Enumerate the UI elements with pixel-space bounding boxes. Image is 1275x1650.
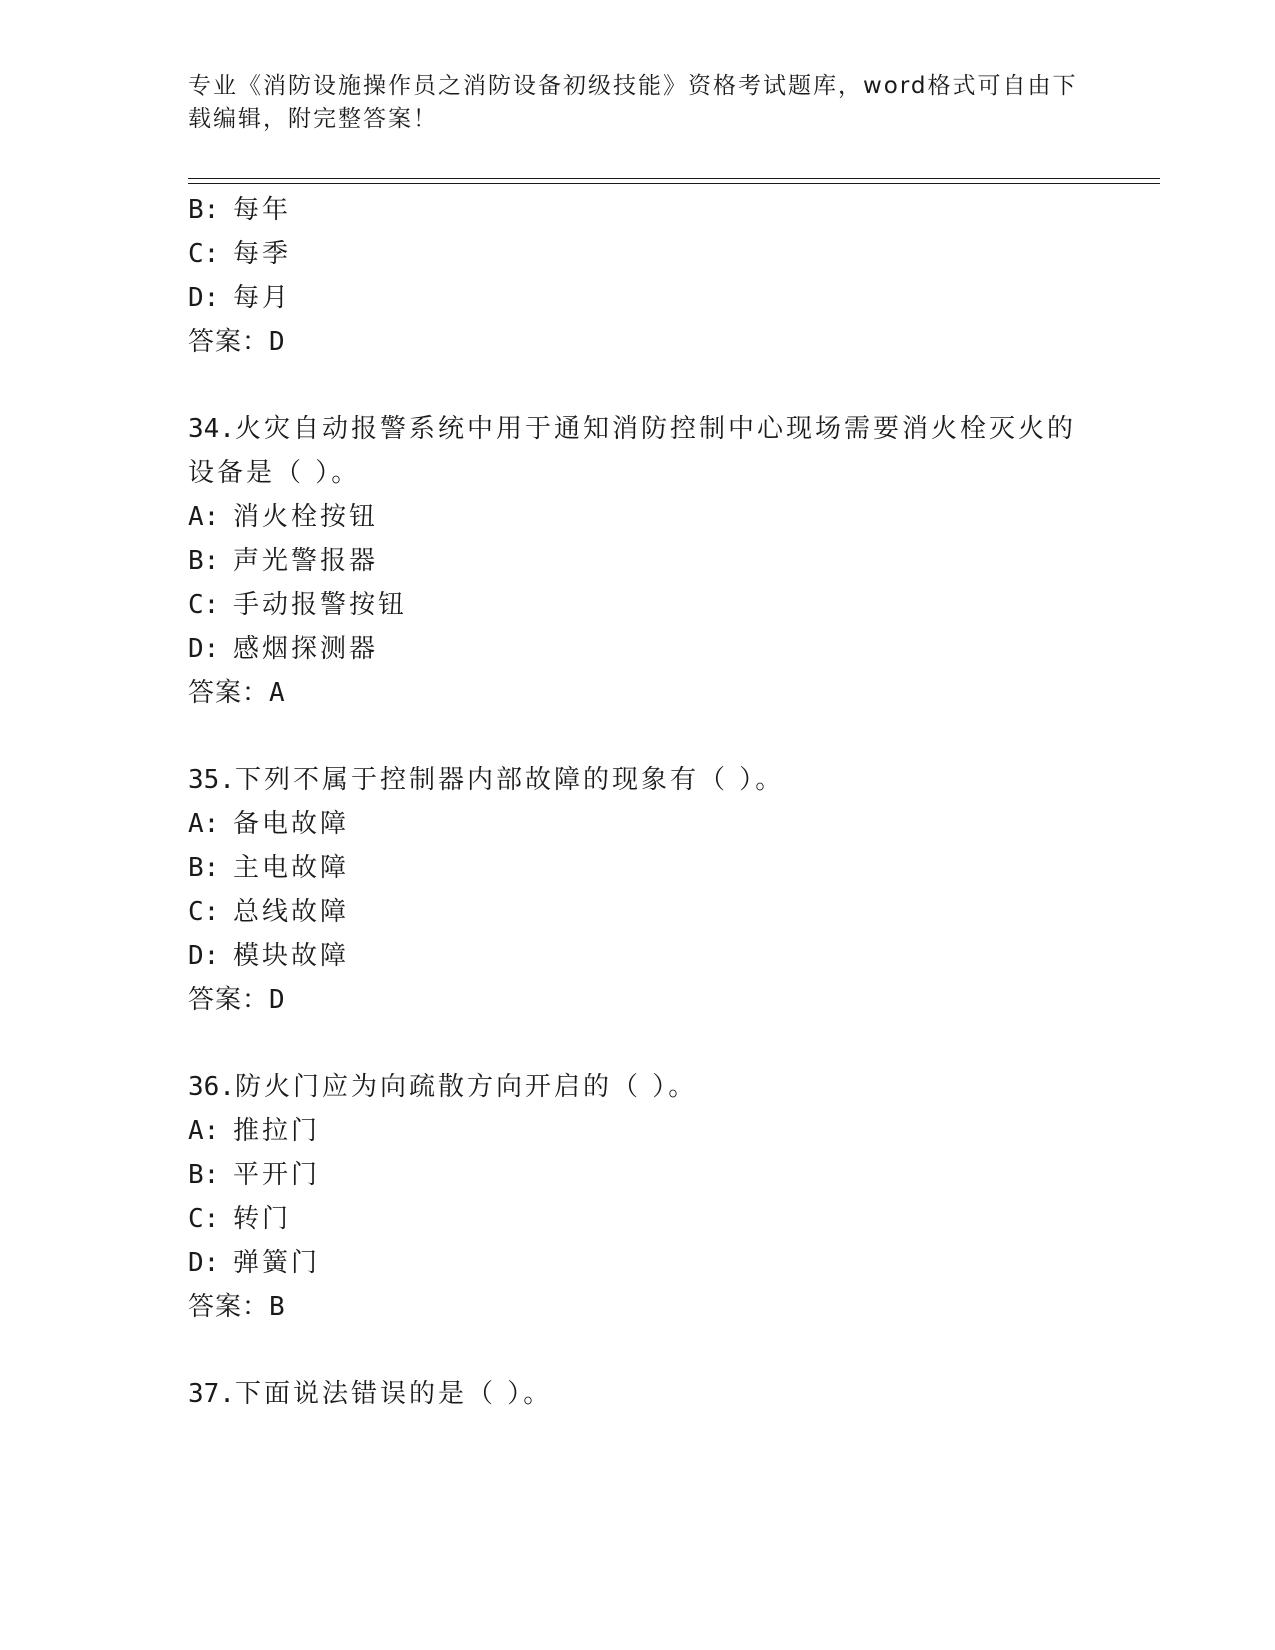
option-b	[188, 544, 378, 578]
option-d	[188, 1246, 320, 1280]
answer-line	[188, 325, 286, 359]
question-number: 35.	[188, 765, 235, 795]
option-key: C:	[188, 1204, 220, 1234]
option-text: 声光警报器	[233, 546, 379, 576]
option-c	[188, 1202, 291, 1236]
option-b	[188, 851, 349, 885]
answer-label: 答案：	[188, 1292, 270, 1322]
document-header	[188, 70, 1088, 136]
question-36	[188, 1070, 697, 1104]
option-key: D:	[188, 1248, 220, 1278]
option-key: B:	[188, 853, 220, 883]
option-key: C:	[188, 897, 220, 927]
option-text: 每月	[233, 283, 292, 313]
option-key: C:	[188, 590, 220, 620]
header-line-2: 载编辑，附完整答案！	[188, 106, 438, 132]
answer-line	[188, 1290, 286, 1324]
option-key: C:	[188, 239, 220, 269]
question-text: 下面说法错误的是（ ）。	[234, 1379, 553, 1409]
option-key: D:	[188, 634, 220, 664]
option-b	[188, 193, 291, 227]
option-b	[188, 1158, 320, 1192]
question-number: 36.	[188, 1072, 235, 1102]
option-text: 推拉门	[233, 1116, 321, 1146]
header-line-1: 专业《消防设施操作员之消防设备初级技能》资格考试题库，word格式可自由下	[188, 73, 1078, 99]
question-number: 37.	[188, 1379, 235, 1409]
option-key: A:	[188, 1116, 220, 1146]
answer-value: B	[269, 1292, 286, 1322]
option-a	[188, 1114, 320, 1148]
option-c	[188, 895, 349, 929]
header-divider-top	[188, 178, 1160, 179]
question-34-continued	[188, 456, 360, 490]
answer-value: D	[269, 327, 286, 357]
option-a	[188, 500, 378, 534]
option-d	[188, 632, 378, 666]
option-text: 转门	[233, 1204, 292, 1234]
option-c	[188, 588, 407, 622]
answer-value: A	[269, 678, 286, 708]
option-text: 模块故障	[233, 941, 350, 971]
option-d	[188, 939, 349, 973]
answer-value: D	[269, 985, 286, 1015]
option-text: 每季	[233, 239, 292, 269]
option-key: B:	[188, 1160, 220, 1190]
answer-label: 答案：	[188, 678, 270, 708]
option-c	[188, 237, 291, 271]
answer-line	[188, 983, 286, 1017]
question-37	[188, 1377, 552, 1411]
question-35	[188, 763, 784, 797]
option-text: 消火栓按钮	[233, 502, 379, 532]
option-key: D:	[188, 283, 220, 313]
option-text: 每年	[233, 195, 292, 225]
option-d	[188, 281, 291, 315]
option-text: 主电故障	[233, 853, 350, 883]
question-number: 34.	[188, 414, 235, 444]
option-text: 弹簧门	[233, 1248, 321, 1278]
option-text: 备电故障	[233, 809, 350, 839]
question-text: 下列不属于控制器内部故障的现象有（ ）。	[234, 765, 785, 795]
option-key: A:	[188, 809, 220, 839]
option-key: D:	[188, 941, 220, 971]
option-text: 总线故障	[233, 897, 350, 927]
answer-line	[188, 676, 286, 710]
option-text: 平开门	[233, 1160, 321, 1190]
header-divider-bottom	[188, 183, 1160, 184]
question-text: 防火门应为向疏散方向开启的（ ）。	[234, 1072, 698, 1102]
question-text: 设备是（ ）。	[188, 458, 361, 488]
option-text: 手动报警按钮	[233, 590, 408, 620]
option-key: A:	[188, 502, 220, 532]
option-key: B:	[188, 546, 220, 576]
option-a	[188, 807, 349, 841]
question-34	[188, 412, 1076, 446]
question-text: 火灾自动报警系统中用于通知消防控制中心现场需要消火栓灭火的	[234, 414, 1076, 444]
option-key: B:	[188, 195, 220, 225]
answer-label: 答案：	[188, 327, 270, 357]
answer-label: 答案：	[188, 985, 270, 1015]
option-text: 感烟探测器	[233, 634, 379, 664]
